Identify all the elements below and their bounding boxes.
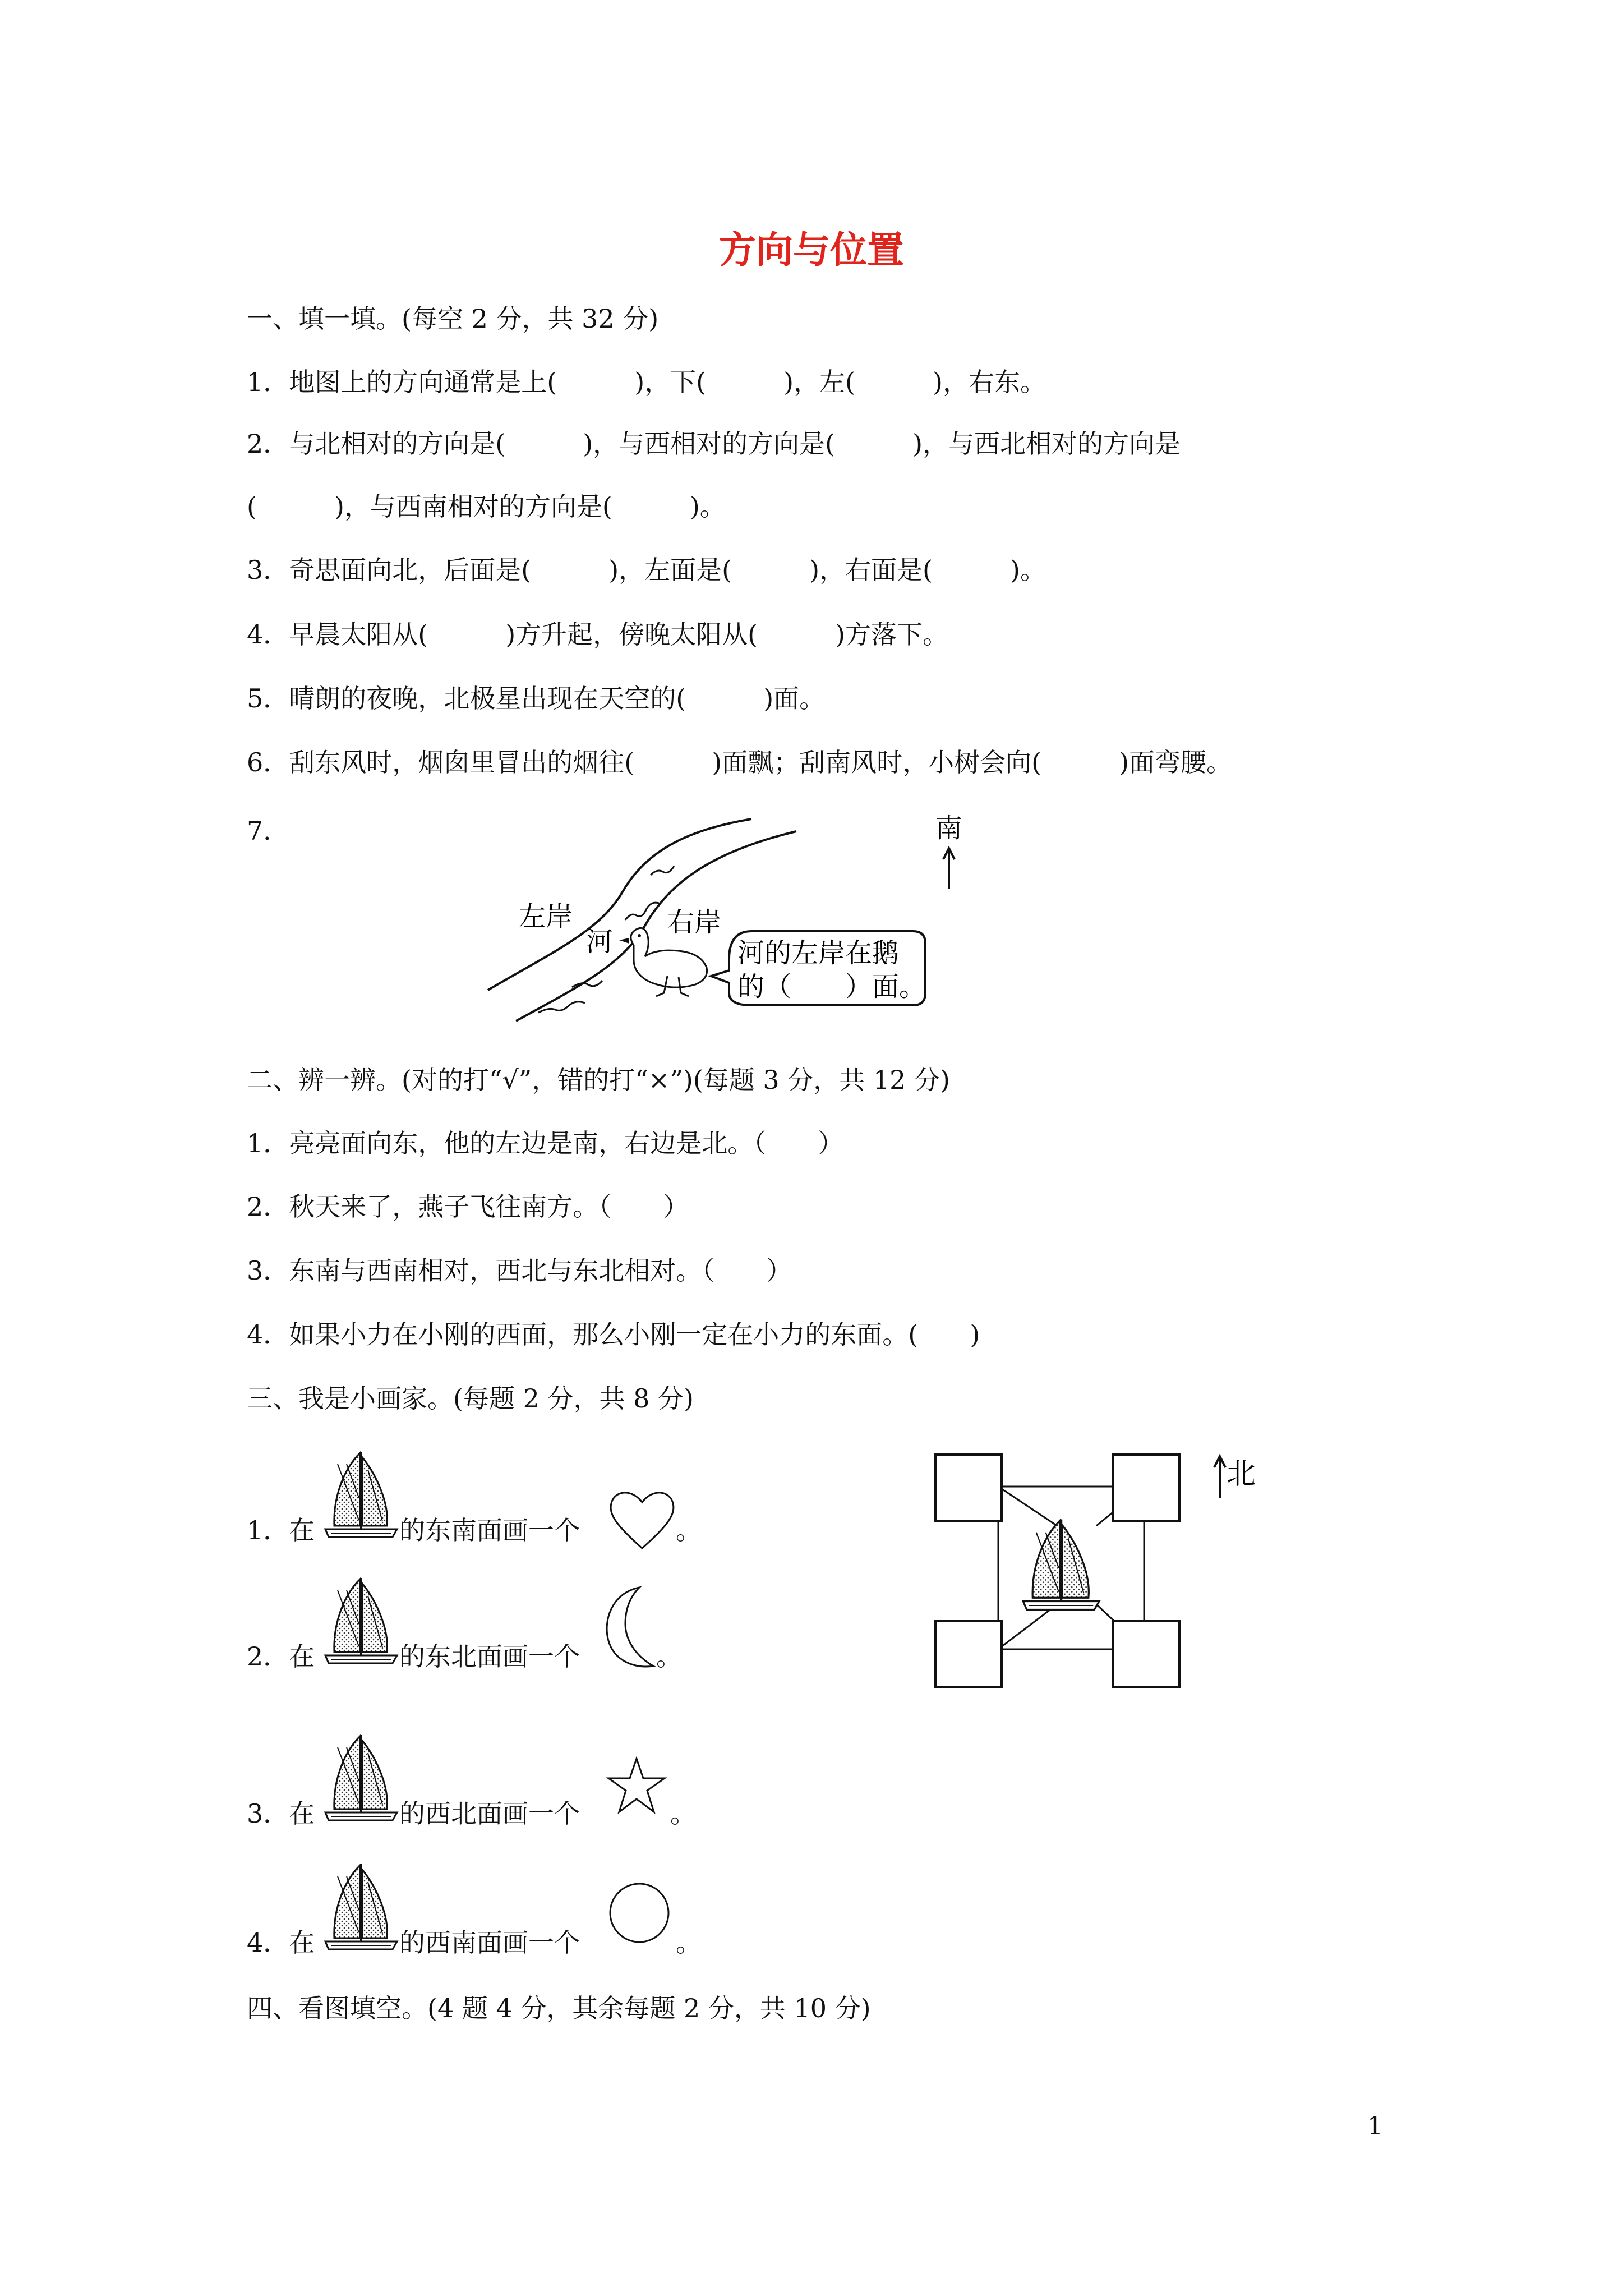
- question-1-6: 6．刮东风时，烟囱里冒出的烟往( )面飘；刮南风时，小树会向( )面弯腰。: [247, 747, 1233, 777]
- section1-heading: 一、填一填。(每空 2 分，共 32 分): [247, 303, 659, 334]
- speech-bubble-line2: 的（ ）面。: [737, 971, 926, 1002]
- sailboat-icon: [321, 1573, 399, 1671]
- draw-item-4-text: 的西南面画一个: [399, 1927, 580, 1958]
- river-label: 河: [586, 926, 614, 958]
- judge-item-4: 4．如果小力在小刚的西面，那么小刚一定在小力的东面。( ): [247, 1319, 980, 1350]
- goose-icon: [619, 928, 707, 996]
- draw-item-4-num: 4．在: [247, 1927, 315, 1958]
- sailboat-icon: [321, 1731, 399, 1828]
- left-bank-label: 左岸: [519, 901, 573, 932]
- grid-box-northwest: [935, 1455, 1002, 1521]
- question-1-1: 1．地图上的方向通常是上( )，下( )，左( )，右东。: [247, 367, 1046, 397]
- speech-bubble-line1: 河的左岸在鹅: [737, 937, 900, 969]
- draw-item-3-num: 3．在: [247, 1798, 315, 1829]
- section4-heading: 四、看图填空。(4 题 4 分，其余每题 2 分，共 10 分): [247, 1993, 871, 2023]
- grid-figure: [934, 1453, 1304, 1688]
- question-1-4: 4．早晨太阳从( )方升起，傍晚太阳从( )方落下。: [247, 619, 949, 650]
- circle-icon: [606, 1879, 673, 1949]
- draw-item-1-end: 。: [676, 1515, 702, 1545]
- south-label: 南: [935, 812, 963, 844]
- grid-box-southeast: [1113, 1621, 1179, 1687]
- river-goose-figure: [482, 808, 987, 1032]
- question-1-7-number: 7．: [247, 816, 289, 846]
- draw-item-1-num: 1．在: [247, 1515, 315, 1545]
- draw-item-2-end: 。: [656, 1641, 682, 1672]
- question-1-5: 5．晴朗的夜晚，北极星出现在天空的( )面。: [247, 683, 826, 714]
- sailboat-icon: [321, 1860, 399, 1957]
- judge-item-2: 2．秋天来了，燕子飞往南方。（ ）: [247, 1191, 689, 1222]
- sailboat-icon: [321, 1447, 399, 1545]
- heart-icon: [606, 1487, 679, 1556]
- question-1-2b: ( )，与西南相对的方向是( )。: [247, 491, 726, 522]
- draw-item-3-text: 的西北面画一个: [399, 1798, 580, 1829]
- draw-item-1-text: 的东南面画一个: [399, 1515, 580, 1545]
- south-compass: [931, 808, 976, 892]
- grid-box-southwest: [935, 1621, 1002, 1687]
- star-icon: [606, 1756, 667, 1820]
- judge-item-1: 1．亮亮面向东，他的左边是南，右边是北。（ ）: [247, 1128, 844, 1158]
- question-1-2a: 2．与北相对的方向是( )，与西相对的方向是( )，与西北相对的方向是: [247, 429, 1181, 459]
- draw-item-4-end: 。: [676, 1927, 702, 1958]
- judge-item-3: 3．东南与西南相对，西北与东北相对。（ ）: [247, 1255, 792, 1286]
- section2-heading: 二、辨一辨。(对的打“√”，错的打“×”)(每题 3 分，共 12 分): [247, 1065, 950, 1095]
- page-number: 1: [1367, 2112, 1383, 2141]
- question-1-3: 3．奇思面向北，后面是( )，左面是( )，右面是( )。: [247, 555, 1046, 585]
- draw-item-2-num: 2．在: [247, 1641, 315, 1672]
- draw-item-3-end: 。: [670, 1798, 696, 1829]
- draw-item-2-text: 的东北面画一个: [399, 1641, 580, 1672]
- page-title: 方向与位置: [719, 228, 904, 272]
- north-label: 北: [1227, 1457, 1256, 1491]
- crescent-moon-icon: [600, 1582, 662, 1674]
- sailboat-icon: [1023, 1519, 1099, 1609]
- grid-box-northeast: [1113, 1455, 1179, 1521]
- section3-heading: 三、我是小画家。(每题 2 分，共 8 分): [247, 1383, 694, 1414]
- right-bank-label: 右岸: [667, 907, 722, 938]
